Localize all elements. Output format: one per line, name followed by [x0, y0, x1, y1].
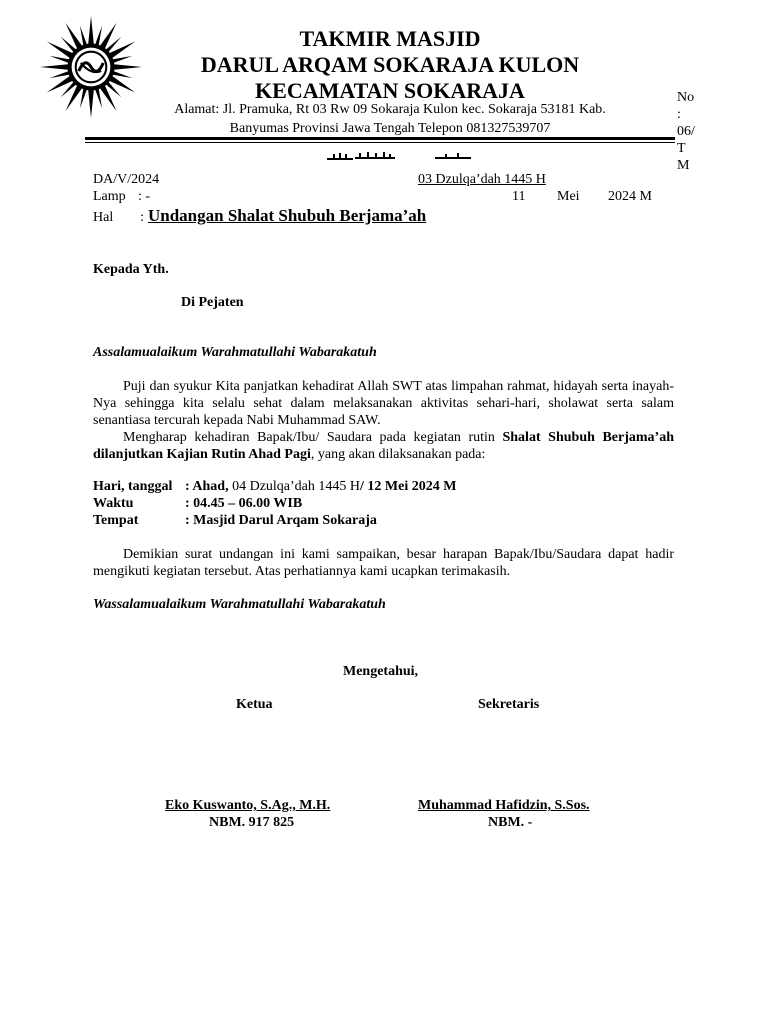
bismillah-calligraphy-icon	[325, 151, 475, 163]
event-time-value: : 04.45 – 06.00 WIB	[185, 496, 303, 511]
letterhead-title-2: DARUL ARQAM SOKARAJA KULON	[200, 52, 580, 77]
event-time-label: Waktu	[93, 496, 134, 511]
nomor-column	[677, 89, 701, 174]
lamp-value: : -	[138, 189, 151, 204]
event-day-colon: :	[185, 479, 193, 494]
sekretaris-nbm: NBM. -	[488, 815, 533, 830]
event-day-gregorian: / 12 Mei 2024 M	[360, 479, 457, 494]
body-paragraphs	[93, 378, 674, 463]
event-place-label: Tempat	[93, 513, 139, 528]
event-place-value: : Masjid Darul Arqam Sokaraja	[185, 513, 377, 528]
muhammadiyah-logo-icon	[40, 16, 142, 118]
paragraph-closing: Demikian surat undangan ini kami sampaikan, besar harapan Bapak/Ibu/Saudara dapat hadir mengikuti kegiatan tersebut. Atas perhatiannya kami ucapkan terimakasih.	[93, 547, 674, 579]
invitation-prefix: Mengharap kehadiran Bapak/Ibu/ Saudara pada kegiatan rutin	[123, 430, 503, 445]
closing-salam: Wassalamualaikum Warahmatullahi Wabarakatuh	[93, 597, 386, 612]
date-year: 2024 M	[608, 189, 652, 204]
hal-label: Hal	[93, 210, 114, 225]
closing-paragraph-block	[93, 546, 674, 580]
nomor-line: :	[677, 107, 681, 122]
date-day: 11	[512, 189, 526, 204]
recipient-place: Di Pejaten	[181, 295, 244, 310]
event-day-value	[185, 479, 456, 495]
opening-salam: Assalamualaikum Warahmatullahi Wabarakatuh	[93, 345, 377, 360]
ketua-name: Eko Kuswanto, S.Ag., M.H.	[165, 798, 331, 813]
letterhead-address-1: Alamat: Jl. Pramuka, Rt 03 Rw 09 Sokaraja Kulon kec. Sokaraja 53181 Kab.	[174, 102, 606, 117]
letterhead-title-3: KECAMATAN SOKARAJA	[255, 78, 525, 103]
letterhead-address-2: Banyumas Provinsi Jawa Tengah Telepon 081327539707	[229, 121, 551, 136]
event-day-label: Hari, tanggal	[93, 479, 173, 494]
header-divider-thick	[85, 137, 675, 140]
event-day-hijri: 04 Dzulqa’dah 1445 H	[228, 479, 360, 494]
nomor-line: M	[677, 158, 690, 173]
nomor-line: 06/	[677, 124, 695, 139]
sekretaris-title: Sekretaris	[478, 697, 540, 712]
nomor-line: T	[677, 141, 686, 156]
recipient-to: Kepada Yth.	[93, 262, 169, 277]
header-divider-thin	[85, 142, 675, 143]
paragraph-opening: Puji dan syukur Kita panjatkan kehadirat Allah SWT atas limpahan rahmat, hidayah serta inayah-Nya sehingga kita selalu sehat dalam melaksanakan aktivitas sehari-hari, sholawat serta salam senantiasa tercurah kepada Nabi Muhammad SAW.	[93, 379, 674, 428]
reference-number: DA/V/2024	[93, 172, 160, 187]
mengetahui-label: Mengetahui,	[343, 664, 419, 679]
event-day-name: Ahad,	[192, 479, 229, 494]
letter-subject: Undangan Shalat Shubuh Berjama’ah	[148, 206, 427, 225]
paragraph-invitation	[93, 429, 674, 463]
hijri-date: 03 Dzulqa’dah 1445 H	[418, 172, 546, 187]
invitation-event-name: Shalat Shubuh Berjama’ah dilanjutkan Kajian Rutin Ahad Pagi	[93, 430, 674, 462]
letterhead-title-1: TAKMIR MASJID	[299, 26, 481, 51]
hal-colon: :	[140, 210, 144, 225]
invitation-suffix: , yang akan dilaksanakan pada:	[310, 447, 486, 462]
nomor-line: No	[677, 90, 695, 105]
sekretaris-name: Muhammad Hafidzin, S.Sos.	[418, 798, 590, 813]
ketua-nbm: NBM. 917 825	[209, 815, 295, 830]
ketua-title: Ketua	[236, 697, 273, 712]
date-month: Mei	[557, 189, 580, 204]
lamp-label: Lamp	[93, 189, 126, 204]
